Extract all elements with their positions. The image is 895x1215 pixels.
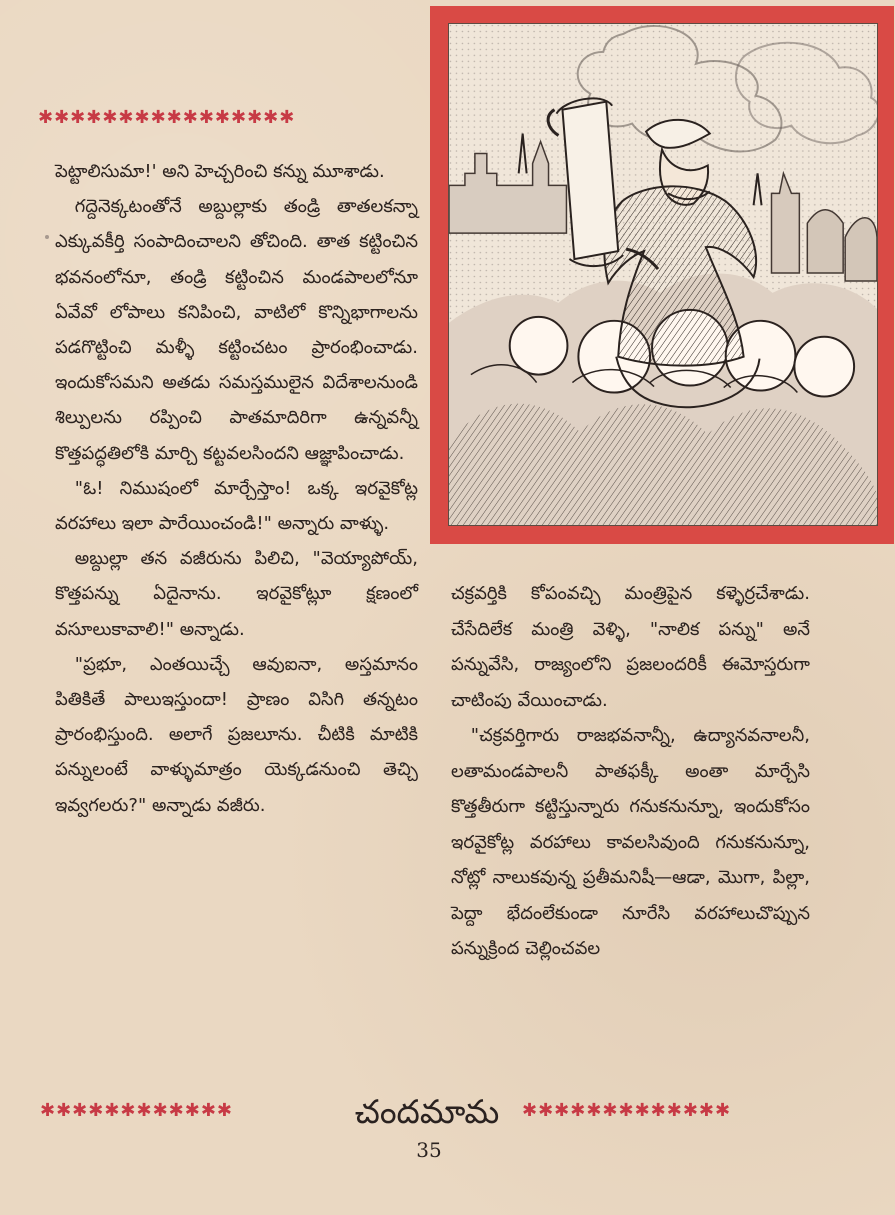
left-paragraph-2: గద్దెనెక్కటంతోనే అబ్దుల్లాకు తండ్రి తాతలకన్నా ఎక్కువకీర్తి సంపాదించాలని తోచింది. తాత కట్టించిన భవనంలోనూ, తండ్రి కట్టించిన మండపాలలోనూ ఏవేవో లోపాలు కనిపించి, వాటిలో కొన్నిభాగాలను పడగొట్టించి మళ్ళీ కట్టించటం ప్రారంభించాడు. ఇందుకోసమని అతడు సమస్తములైన విదేశాలనుండి శిల్పులను రప్పించి పాతమాదిరిగా ఉన్నవన్నీ కొత్తపద్ధతిలోకి మార్చి కట్టవలసిందని ఆజ్ఞాపించాడు.	[55, 196, 418, 464]
paragraph-mark	[45, 235, 49, 239]
page-number: 35	[416, 1138, 442, 1162]
illustration-frame	[430, 6, 894, 544]
left-paragraph-5: "ప్రభూ, ఎంతయిచ్చే ఆవుఐనా, అస్తమానం పితికితే పాలుఇస్తుందా! ప్రాణం విసిగి తన్నటం ప్రారంభిస్తుంది. అలాగే ప్రజలూను. చీటికి మాటికి పన్నులంటే వాళ్ళుమాత్రం యెక్కడనుంచి తెచ్చి ఇవ్వగలరు?" అన్నాడు వజీరు.	[55, 653, 418, 816]
left-paragraph-1: పెట్టాలిసుమా!' అని హెచ్చరించి కన్ను మూశాడు.	[55, 161, 385, 182]
left-paragraph-4: అబ్దుల్లా తన వజీరును పిలిచి, "వెయ్యాపోయ్, కొత్తపన్ను ఏదైనాను. ఇరవైకోట్లూ క్షణంలో వసూలుకావాలి!" అన్నాడు.	[55, 548, 418, 640]
left-text-column	[55, 154, 418, 823]
story-illustration	[448, 23, 878, 526]
magazine-title: చందమామ	[354, 1092, 500, 1131]
right-paragraph-2: "చక్రవర్తిగారు రాజభవనాన్నీ, ఉద్యానవనాలనీ, లతామండపాలనీ పాతఫక్కీ అంతా మార్చేసి కొత్తతీరుగా కట్టిస్తున్నారు గనుకనున్నూ, ఇందుకోసం ఇరవైకోట్ల వరహాలు కావలసివుంది గనుకనున్నూ, నోట్లో నాలుకవున్న ప్రతీమనిషీ—ఆడా, మొగా, పిల్లా, పెద్దా భేదంలేకుండా నూరేసి వరహాలుచొప్పున పన్నుక్రింద చెల్లించవల	[451, 725, 810, 959]
top-ornament: ✱✱✱✱✱✱✱✱✱✱✱✱✱✱✱✱	[38, 108, 296, 128]
left-paragraph-3: "ఓ! నిముషంలో మార్చేస్తాం! ఒక్క ఇరవైకోట్ల వరహాలు ఇలా పారేయించండి!" అన్నారు వాళ్ళు.	[55, 477, 418, 535]
right-text-column	[451, 576, 810, 967]
illustration-art	[449, 24, 877, 525]
bottom-left-ornament: ✱✱✱✱✱✱✱✱✱✱✱✱	[40, 1101, 233, 1121]
right-paragraph-1: చక్రవర్తికి కోపంవచ్చి మంత్రిపైన కళ్ళెర్రచేశాడు. చేసేదిలేక మంత్రి వెళ్ళి, "నాలిక పన్ను" అనే పన్నువేసి, రాజ్యంలోని ప్రజలందరికీ ఈమోస్తరుగా చాటింపు వేయించాడు.	[451, 583, 810, 711]
bottom-right-ornament: ✱✱✱✱✱✱✱✱✱✱✱✱✱	[522, 1101, 732, 1121]
